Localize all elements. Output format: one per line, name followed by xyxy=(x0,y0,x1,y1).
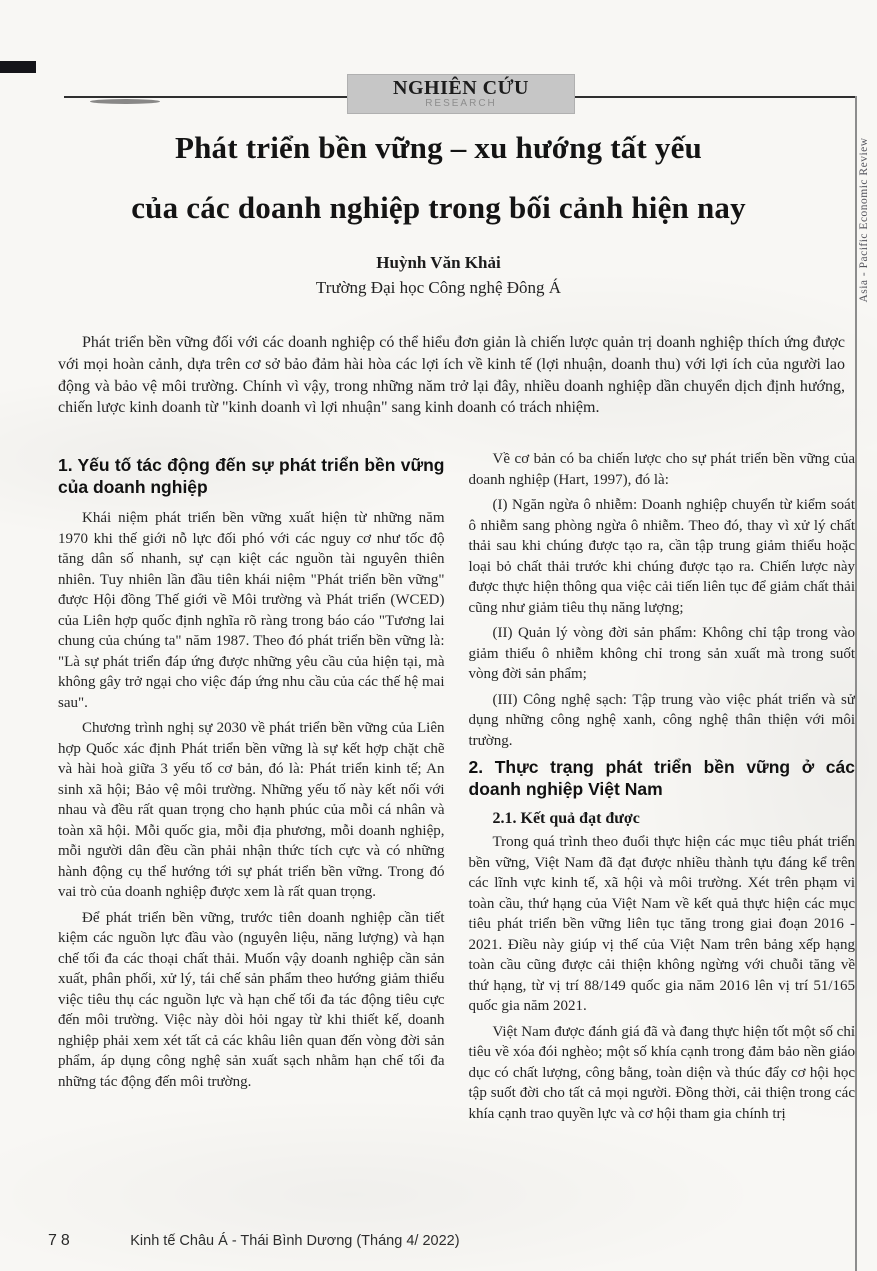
author-name: Huỳnh Văn Khải xyxy=(376,253,501,272)
section-1-heading: 1. Yếu tố tác động đến sự phát triển bền vững của doanh nghiệp xyxy=(58,455,445,497)
scan-edge-artifact xyxy=(0,61,36,73)
banner-subtitle: RESEARCH xyxy=(425,98,497,109)
paragraph: Khái niệm phát triển bền vững xuất hiện từ những năm 1970 khi thế giới nỗ lực đối phó với các nguy cơ như tốc độ tăng dân số nhanh, sự cạn kiệt các nguồn tài nguyên thiên nhiên. Tuy nhiên lần đầu tiên khái niệm "Phát triển bền vững" được Hội đồng Thế giới về Môi trường và Phát triển (WCED) của Liên hợp quốc định nghĩa rõ ràng trong báo cáo "Tương lai chung của chúng ta" năm 1987. Theo đó phát triển bền vững là: "Là sự phát triển đáp ứng được những yêu cầu của hiện tại, mà không gây trở ngại cho việc đáp ứng nhu cầu của các thế hệ mai sau". xyxy=(58,510,445,711)
title-line-2: của các doanh nghiệp trong bối cảnh hiện nay xyxy=(131,190,746,225)
title-line-1: Phát triển bền vững – xu hướng tất yếu xyxy=(174,130,703,165)
paragraph: Việt Nam được đánh giá đã và đang thực hiện tốt một số chỉ tiêu về xóa đói nghèo; một số khía cạnh trong đảm bảo nền giáo dục có chất lượng, công bằng, toàn diện và thúc đẩy cơ hội học tập suốt đời cho tất cả mọi người. Đồng thời, cải thiện trong các khía cạnh trao quyền lực và cơ hội tham gia chính trị xyxy=(468,1023,855,1122)
journal-spine-text: Asia - Pacific Economic Review xyxy=(858,137,870,303)
scan-smudge xyxy=(90,99,160,104)
article-title xyxy=(40,118,837,238)
paragraph: Trong quá trình theo đuổi thực hiện các mục tiêu phát triển bền vững, Việt Nam đã đạt được nhiều thành tựu đáng kể trên các lĩnh vực kinh tế, xã hội và môi trường. Xét trên phạm vi toàn cầu, thứ hạng của Việt Nam về kết quả thực hiện các mục tiêu phát triển bền vững liên tục tăng trong giai đoạn 2016 - 2021. Điều này giúp vị thế của Việt Nam trên bảng xếp hạng toàn cầu cũng được cải thiện không ngừng với chuỗi tăng về thứ hạng, từ vị trí 88/149 quốc gia năm 2016 lên vị trí 51/165 quốc gia năm 2021. xyxy=(468,834,855,1015)
section-banner xyxy=(348,75,574,113)
abstract-paragraph: Phát triển bền vững đối với các doanh nghiệp có thể hiểu đơn giản là chiến lược quản trị doanh nghiệp thích ứng được với mọi hoàn cảnh, dựa trên cơ sở bảo đảm hài hòa các lợi ích về kinh tế (lợi nhuận, doanh thu) với lợi ích của người lao động và bảo vệ môi trường. Chính vì vậy, trong những năm trở lại đây, nhiều doanh nghiệp dần chuyển dịch định hướng, chiến lược kinh doanh từ "kinh doanh vì lợi nhuận" sang kinh doanh có trách nhiệm. xyxy=(58,334,845,417)
paragraph: (II) Quản lý vòng đời sản phẩm: Không chỉ tập trong vào giảm thiểu ô nhiễm không chỉ trong sản xuất mà trong suốt vòng đời sản phẩm; xyxy=(468,625,855,683)
paragraph: (III) Công nghệ sạch: Tập trung vào việc phát triển và sử dụng những công nghệ xanh, công nghệ thân thiện với môi trường. xyxy=(468,691,855,749)
paragraph: Về cơ bản có ba chiến lược cho sự phát triển bền vững của doanh nghiệp (Hart, 1997), đó là: xyxy=(468,451,855,488)
paragraph: Để phát triển bền vững, trước tiên doanh nghiệp cần tiết kiệm các nguồn lực đầu vào (nguyên liệu, năng lượng) và hạn chế tối đa các thoại chất thải. Muốn vậy doanh nghiệp cần sản xuất, phân phối, xử lý, tái chế sản phẩm theo hướng giảm thiểu việc tiêu thụ các nguồn lực và hạn chế tối đa tác động tiêu cực đến môi trường. Việc này dòi hỏi ngay từ khi thiết kế, doanh nghiệp phải xem xét tất cả các khâu liên quan đến vòng đời sản phẩm, áp dụng công nghệ sản xuất sạch nhằm hạn chế tối đa những tác động đến môi trường. xyxy=(58,909,445,1090)
left-column xyxy=(58,449,445,1221)
journal-footer-title: Kinh tế Châu Á - Thái Bình Dương (Tháng 4/ 2022) xyxy=(130,1233,460,1249)
section-2-1-subheading: 2.1. Kết quả đạt được xyxy=(492,810,640,828)
paragraph: (I) Ngăn ngừa ô nhiễm: Doanh nghiệp chuyển từ kiểm soát ô nhiễm sang phòng ngừa ô nhiễm. Theo đó, thay vì xử lý chất thải sau khi chúng được tạo ra, cần tập trung giảm thiểu hoặc loại bỏ chất thải trước khi chúng được tạo ra. Chiến lược này được thực hiện thông qua việc cải tiến liên tục để giảm chất thải cũng như giảm tiêu thụ năng lượng; xyxy=(468,497,855,616)
banner-title: NGHIÊN CỨU xyxy=(393,77,529,99)
author-affiliation: Trường Đại học Công nghệ Đông Á xyxy=(315,278,562,297)
margin-rule xyxy=(855,96,857,1271)
page-footer xyxy=(0,1232,877,1250)
section-2-heading: 2. Thực trạng phát triển bền vững ở các doanh nghiệp Việt Nam xyxy=(468,757,855,799)
right-column xyxy=(469,449,856,1221)
page-number: 78 xyxy=(48,1232,74,1249)
paragraph: Chương trình nghị sự 2030 về phát triển bền vững của Liên hợp Quốc xác định Phát triển bền vững là sự kết hợp chặt chẽ và hài hoà giữa 3 yếu tố cơ bản, đó là: Phát triển kinh tế; An sinh xã hội; Bảo vệ môi trường. Những yếu tố này kết nối với nhau và đều rất quan trọng cho hạnh phúc của mỗi cá nhân và toàn xã hội. Mỗi quốc gia, mỗi địa phương, mỗi doanh nghiệp, mỗi người dân đều cần phải nhận thức tích cực và có những hành động cụ thể hướng tới sự phát triển bền vững. Trong đó vai trò của doanh nghiệp được xem là rất quan trọng. xyxy=(58,720,445,901)
two-column-body xyxy=(58,449,855,1221)
